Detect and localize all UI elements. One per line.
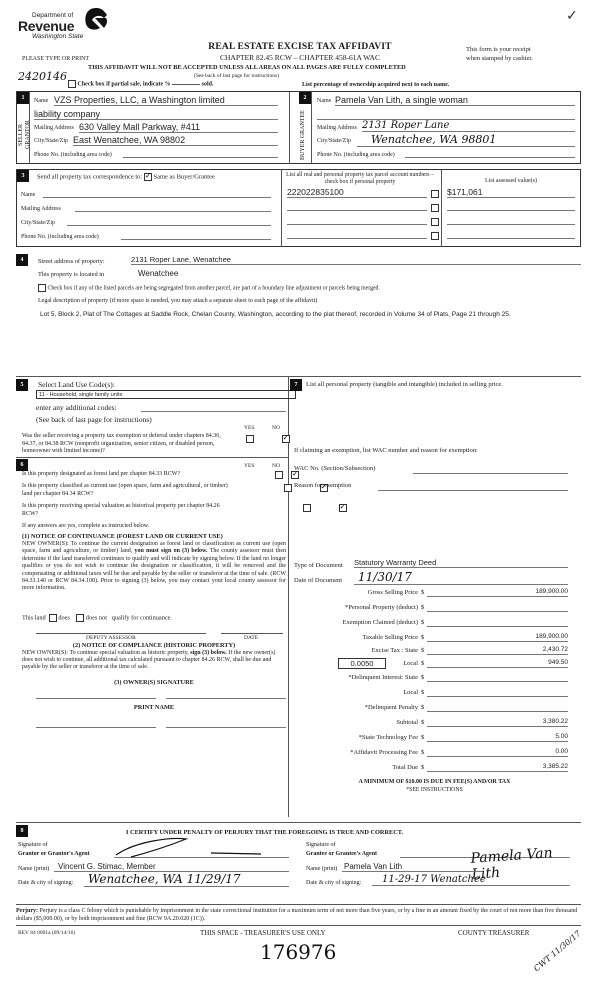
state-technology-fee-field[interactable]: 5.00 <box>427 733 568 742</box>
section-1-badge: 1 <box>17 92 29 104</box>
lower-form: 5 Select Land Use Code(s): 11 - Household, single family units enter any additional codes: (See back of last page for instructions) YES NO Was the seller receiving a property tax exemption or deferral under chapters 84.36, 84.37, or 84.38 RCW (nonprofit organization, senior citizen, or disabled person, homeowner with limited income)? ✓ 6 YES NO Is this property designated as forest land per chapter 84.33 RCW? ✓ Is this property classified as current use (open space, farm and agricultural, or timber) land per chapter 84.34 RCW? ✓ Is this property receiving special valuation as historical property per chapter 84.26 RCW? ✓ If any answers are yes, complete as instructed below. (1) NOTICE OF CONTINUANCE (FOREST LAND OR CURRENT USE) NEW OWNER(S): To continue the current designation as forest land or classification as current use (open space, farm and agriculture, or timber) land, you must sign on (3) below. The county assessor must then determine if the land transferred continues to qualify and will indicate by signing below. If the land no longer qualifies or you do not wish to continue the designation or classification, it will be removed and the compensating or additional taxes will be due and payable by the seller or transferor at the time of sale. (RCW 84.33.140 or RCW 84.34.108). Prior to signing (3) below, you may contact your local county assessor for more information. This land does does not qualify for continuance. DEPUTY ASSESSOR DATE (2) NOTICE OF COMPLIANCE (HISTORIC PROPERTY) NEW OWNER(S): To continue special valuation as historic property, sign (3) below. If the new owner(s) does not wish to continue, all additional tax calculated pursuant to chapter 84.26 RCW, shall be due and payable by the seller or transferor at the time of sale. (3) OWNER(S) SIGNATURE PRINT NAME 7 List all personal property (tangible and intangible) included in selling price. If claiming an exemption, list WAC number and reason for exemption: WAC No. (Section/Subsection) Reason for exemption Type of Document Statutory Warranty Deed Date of Document 11/30/17 Gross Selling Price $ 189,900.00 *Personal Property (deduct) $ Exemption Claimed (deduct) $ Taxable Selling Price $ 189,900.00 Excise Tax : State $ 2,430.72 0.0050 Local $ 949.50 *Delinquent Interest: State $ Local $ *Delinquent Penalty $ Subtotal $ 3,380.22 *State Technology Fee $ 5.00 *Affidavit Processing Fee $ 0.00 Total Due $ 3,385.22 A MINIMUM OF $10.00 IS DUE IN FEE(S) AND/OR TAX *SEE INSTRUCTIONS <box>16 376 581 816</box>
correspondence-phone-field[interactable] <box>121 232 271 240</box>
delinquent-interest-local-field[interactable] <box>427 688 568 697</box>
form-revision: REV 84 0001a (09/14/16) <box>18 930 76 936</box>
section-5-badge: 5 <box>16 379 28 391</box>
taxable-selling-price-field[interactable]: 189,900.00 <box>427 633 568 642</box>
forest-land-yes-checkbox[interactable] <box>275 471 283 479</box>
notice-compliance-title: (2) NOTICE OF COMPLIANCE (HISTORIC PROPERTY) <box>72 642 236 649</box>
parcel-number-field[interactable] <box>287 215 427 225</box>
print-name-label: PRINT NAME <box>133 704 175 711</box>
logo-dept: Department of <box>32 12 74 19</box>
affidavit-processing-fee-field[interactable]: 0.00 <box>427 748 568 757</box>
notice-continuance-body: NEW OWNER(S): To continue the current designation as forest land or classification as current use (open space, farm and agriculture, or timber) land, you must sign on (3) below. The county assessor must then determine if the land transferred continues to qualify and will indicate by signing below. If the land no longer qualifies or you do not wish to continue the designation or classification, it will be removed and the compensating or additional taxes will be due and payable by the seller or transferor at the time of sale. (RCW 84.33.140 or RCW 84.34.108). Prior to signing (3) below, you may contact your local county assessor for more information. <box>22 541 286 592</box>
correspondence-name-field[interactable] <box>43 190 271 198</box>
doc-type-label: Type of Document <box>294 562 343 569</box>
local-rate-field[interactable]: 0.0050 <box>338 658 386 669</box>
grantee-name-print-label: Name (print) <box>306 866 338 872</box>
treasurer-initials: CWT 11/30/17 <box>532 928 583 974</box>
owner-signature-field-1[interactable] <box>36 691 156 699</box>
logo-state: Washington State <box>32 33 84 40</box>
amount-label: *State Technology Fee <box>358 734 418 741</box>
doc-type-field[interactable]: Statutory Warranty Deed <box>354 558 568 568</box>
notice-continuance-title: (1) NOTICE OF CONTINUANCE (FOREST LAND OR CURRENT USE) <box>22 533 223 540</box>
grantor-city-label: City/State/Zip <box>34 138 68 144</box>
grantor-name-label: Name <box>34 98 49 104</box>
legal-description-label: Legal description of property (if more space is needed, you may attach a separate sheet to each page of the affidavit) <box>38 298 318 304</box>
grantor-name-print-field[interactable]: Vincent G. Stimac, Member <box>54 862 289 872</box>
parcel-row <box>287 201 577 215</box>
excise-tax-local-field[interactable]: 949.50 <box>427 659 568 668</box>
amount-label: Taxable Selling Price <box>362 634 418 641</box>
subtotal-field[interactable]: 3,380.22 <box>427 718 568 727</box>
additional-codes-label: enter any additional codes: <box>36 403 117 412</box>
dor-logo <box>18 6 118 42</box>
grantor-signature-scribble <box>76 833 276 859</box>
form-chapter: CHAPTER 82.45 RCW – CHAPTER 458-61A WAC <box>220 53 380 62</box>
partial-sale-checkbox[interactable] <box>68 80 76 88</box>
section-4-badge: 4 <box>16 254 28 266</box>
personal-property-checkbox[interactable] <box>431 218 439 226</box>
personal-property-title: List all personal property (tangible and intangible) included in selling price. <box>306 381 503 388</box>
segregated-row: Check box if any of the listed parcels are being segregated from another parcel, are part of a boundary line adjustment or parcels being merged. <box>38 284 380 292</box>
logo-name: Revenue <box>18 18 75 34</box>
amount-label: Gross Selling Price <box>367 589 418 596</box>
send-correspondence-row: Send all property tax correspondence to: ✓ Same as Buyer/Grantee <box>37 173 215 181</box>
exemption-yes-checkbox[interactable] <box>246 435 254 443</box>
county-treasurer-label: COUNTY TREASURER <box>458 929 530 937</box>
amount-label: Local <box>403 660 418 667</box>
grantor-date-city-field[interactable]: Wenatchee, WA 11/29/17 <box>84 872 289 887</box>
parcel-number-field[interactable] <box>287 201 427 211</box>
certify-statement: I CERTIFY UNDER PENALTY OF PERJURY THAT THE FOREGOING IS TRUE AND CORRECT. <box>126 829 404 836</box>
section-5-see-back: (See back of last page for instructions) <box>36 415 152 424</box>
delinquent-penalty-field[interactable] <box>427 703 568 712</box>
grantee-phone-field[interactable] <box>405 150 575 158</box>
personal-property-checkbox[interactable] <box>431 232 439 240</box>
amount-label: Local <box>403 689 418 696</box>
amount-label: Exemption Claimed (deduct) <box>342 619 418 626</box>
doc-date-label: Date of Document <box>294 577 343 584</box>
wac-field[interactable] <box>413 466 568 474</box>
personal-property-deduct-field[interactable] <box>427 603 568 612</box>
exemption-no-checkbox[interactable] <box>282 435 290 443</box>
grantee-signature-label-1: Signature of <box>306 842 336 848</box>
exemption-claimed-field[interactable] <box>427 618 568 627</box>
grantee-city-label: City/State/Zip <box>317 138 351 144</box>
grantor-mail-label: Mailing Address <box>34 125 74 131</box>
historic-question: Is this property receiving special valuation as historical property per chapter 84.26 RCW? <box>22 503 220 517</box>
amount-label: Subtotal <box>396 719 418 726</box>
owner-signature-field-2[interactable] <box>166 691 286 699</box>
grantee-date-city-label: Date & city of signing: <box>306 880 362 886</box>
parcel-number-field[interactable]: 222022835100 <box>287 187 427 198</box>
personal-property-checkbox[interactable] <box>431 190 439 198</box>
current-use-question: Is this property classified as current use (open space, farm and agricultural, or timber) land per chapter 84.34 RCW? <box>22 483 228 497</box>
assessed-value-field[interactable]: $171,061 <box>447 187 575 198</box>
grantor-phone-label: Phone No. (including area code) <box>34 152 112 158</box>
correspondence-city-field[interactable] <box>67 218 271 226</box>
section-8 <box>16 822 581 902</box>
partial-sale-label: Check box if partial sale, indicate % <box>77 81 171 88</box>
historic-no-checkbox[interactable] <box>339 504 347 512</box>
grantor-mail-field[interactable]: 630 Valley Mall Parkway, #411 <box>79 122 278 133</box>
forest-land-no-checkbox[interactable] <box>291 471 299 479</box>
section-3-badge: 3 <box>17 170 29 182</box>
print-name-field-1[interactable] <box>36 720 156 728</box>
amount-label: *Delinquent Penalty <box>364 704 418 711</box>
notice-compliance-body: NEW OWNER(S): To continue special valuation as historic property, sign (3) below. If the new owner(s) does not wish to continue, all additional tax calculated pursuant to chapter 84.26 RCW, shall be due and payable by the seller or transferor at the time of sale. <box>22 650 276 671</box>
section-parties <box>16 91 581 164</box>
grantor-signature-label-1: Signature of <box>18 842 48 848</box>
print-name-field-2[interactable] <box>166 720 286 728</box>
parcel-number-field[interactable] <box>287 229 427 239</box>
section-4 <box>16 252 581 342</box>
grantee-phone-label: Phone No. (including area code) <box>317 152 395 158</box>
excise-tax-state-field[interactable]: 2,430.72 <box>427 646 568 655</box>
wac-label: WAC No. (Section/Subsection) <box>294 465 376 472</box>
parcel-row <box>287 229 577 243</box>
grantee-signature-label-2: Grantee or Grantee's Agent <box>306 851 378 857</box>
total-due-field[interactable]: 3,385.22 <box>427 763 568 772</box>
grantee-name-field-line2[interactable] <box>317 109 575 120</box>
current-use-yes-checkbox[interactable] <box>284 484 292 492</box>
assessed-value-field[interactable] <box>447 229 575 239</box>
perjury-notice: Perjury: Perjury is a class C felony which is punishable by imprisonment in the state correctional institution for a maximum term of not more than five years, or by a fine in an amount fixed by the court of not more than five thousand dollars ($5,000.00), or by both imprisonment and fine (RCW 9A.20.020 (1C)). <box>16 904 581 923</box>
s5-no-header: NO <box>272 425 280 431</box>
please-type: PLEASE TYPE OR PRINT <box>22 56 90 62</box>
grantee-name-label: Name <box>317 98 332 104</box>
street-address-label: Street address of property: <box>38 258 105 265</box>
grantee-date-city-field[interactable]: 11-29-17 Wenatchee <box>372 874 570 886</box>
handwritten-checkmark: ✓ <box>566 9 578 24</box>
assessed-header: List assessed value(s) <box>485 178 537 184</box>
stamp-number: 176976 <box>260 940 337 964</box>
grantor-phone-field[interactable] <box>123 150 278 158</box>
located-in-label: This property is located in <box>38 271 105 278</box>
correspondence-mail-label: Mailing Address <box>21 206 61 212</box>
grantee-mail-field[interactable]: 2131 Roper Lane <box>362 120 575 132</box>
s6-no-header: NO <box>272 463 280 469</box>
receipt-note-1: This form is your receipt <box>466 46 531 53</box>
land-does-checkbox[interactable] <box>49 614 57 622</box>
parcel-header: List all real and personal property tax parcel account numbers – check box if personal property <box>286 172 434 185</box>
parcel-row <box>287 187 577 201</box>
owner-signature-label: (3) OWNER(S) SIGNATURE <box>114 679 194 686</box>
buyer-grantee-label: BUYER GRANTEE <box>300 110 306 160</box>
exemption-intro: If claiming an exemption, list WAC number and reason for exemption: <box>294 447 478 454</box>
forest-land-question: Is this property designated as forest land per chapter 84.33 RCW? <box>22 471 181 477</box>
see-instructions-note: *SEE INSTRUCTIONS <box>406 787 463 793</box>
deputy-assessor-label: DEPUTY ASSESSOR <box>86 635 136 641</box>
section-8-badge: 8 <box>16 825 28 837</box>
assessed-value-field[interactable] <box>447 215 575 225</box>
exemption-question: Was the seller receiving a property tax exemption or deferral under chapters 84.36, 84.37, or 84.38 RCW (nonprofit organization, senior citizen, or disabled person, homeowner with limited income)? <box>22 433 221 454</box>
parcel-row <box>287 215 577 229</box>
treasurer-use-label: THIS SPACE - TREASURER'S USE ONLY <box>200 929 326 937</box>
located-in-value[interactable]: Wenatchee <box>138 269 179 278</box>
form-title: REAL ESTATE EXCISE TAX AFFIDAVIT <box>208 42 392 52</box>
ownership-note: List percentage of ownership acquired next to each name. <box>302 82 450 88</box>
s5-yes-header: YES <box>244 425 255 431</box>
handwritten-id: 2420146 <box>18 70 67 83</box>
correspondence-name-label: Name <box>21 192 36 198</box>
see-back-note: (See back of last page for instructions) <box>194 73 279 79</box>
grantor-signature-label-2: Grantor or Grantor's Agent <box>18 851 90 857</box>
continuance-row: This land does does not qualify for continuance. <box>22 614 173 622</box>
gross-selling-price-field[interactable]: 189,900.00 <box>427 588 568 597</box>
exemption-reason-label: Reason for exemption <box>294 482 352 489</box>
additional-codes-field[interactable] <box>141 404 286 412</box>
section-6-badge: 6 <box>16 459 28 471</box>
grantee-mail-label: Mailing Address <box>317 125 357 131</box>
legal-description-value[interactable]: Lot 5, Block 2, Plat of The Cottages at Saddle Rock, Chelan County, Washington, according to the plat thereof, recorded in Volume 34 of Plats, Page 21 through 25. <box>40 311 511 318</box>
correspondence-phone-label: Phone No. (including area code) <box>21 234 99 240</box>
delinquent-interest-state-field[interactable] <box>427 673 568 682</box>
correspondence-mail-field[interactable] <box>75 204 271 212</box>
grantor-name-field[interactable]: VZS Properties, LLC, a Washington limited <box>54 95 278 106</box>
amount-label: *Personal Property (deduct) <box>345 604 418 611</box>
sold-label: sold. <box>201 81 214 88</box>
amount-label: Excise Tax : State <box>371 647 418 654</box>
grantor-date-city-label: Date & city of signing: <box>18 880 74 886</box>
exemption-reason-field[interactable] <box>378 483 568 491</box>
grantee-signature: Pamela Van Lith <box>470 845 554 883</box>
section-7-badge: 7 <box>290 379 302 391</box>
section-2-badge: 2 <box>299 92 311 104</box>
partial-sale-row <box>68 80 214 88</box>
doc-date-field[interactable]: 11/30/17 <box>354 570 568 585</box>
grantor-name-field-line2[interactable]: liability company <box>34 109 278 120</box>
grantee-city-field[interactable]: Wenatchee, WA 98801 <box>357 133 575 147</box>
receipt-note-2: when stamped by cashier. <box>466 55 533 62</box>
same-as-buyer-checkbox[interactable] <box>144 173 152 181</box>
completion-warning: THIS AFFIDAVIT WILL NOT BE ACCEPTED UNLESS ALL AREAS ON ALL PAGES ARE FULLY COMPLETED <box>88 64 406 71</box>
personal-property-checkbox[interactable] <box>431 204 439 212</box>
seller-grantor-label: SELLER GRANTOR <box>18 120 31 150</box>
grantor-city-field[interactable]: East Wenatchee, WA 98802 <box>73 135 278 146</box>
segregated-checkbox[interactable] <box>38 284 46 292</box>
land-use-title: Select Land Use Code(s): <box>38 380 115 389</box>
grantee-name-field[interactable]: Pamela Van Lith, a single woman <box>335 95 575 106</box>
section-3 <box>16 169 581 247</box>
historic-yes-checkbox[interactable] <box>303 504 311 512</box>
amount-label: *Affidavit Processing Fee <box>350 749 418 756</box>
land-does-not-checkbox[interactable] <box>76 614 84 622</box>
grantor-name-print-label: Name (print) <box>18 866 50 872</box>
street-address-field[interactable]: 2131 Roper Lane, Wenatchee <box>131 255 581 265</box>
assessed-value-field[interactable] <box>447 201 575 211</box>
assessor-date-label: DATE <box>244 635 259 641</box>
if-yes-note: If any answers are yes, complete as instructed below. <box>22 523 150 529</box>
minimum-due-note: A MINIMUM OF $10.00 IS DUE IN FEE(S) AND/OR TAX <box>358 779 511 785</box>
correspondence-city-label: City/State/Zip <box>21 220 55 226</box>
grantee-name-print-field[interactable]: Pamela Van Lith <box>342 862 482 872</box>
s6-yes-header: YES <box>244 463 255 469</box>
amount-label: Total Due <box>392 764 418 771</box>
amount-label: *Delinquent Interest: State <box>348 674 418 681</box>
land-use-code-select[interactable]: 11 - Household, single family units <box>36 390 296 399</box>
dor-swoosh-icon <box>82 6 110 32</box>
